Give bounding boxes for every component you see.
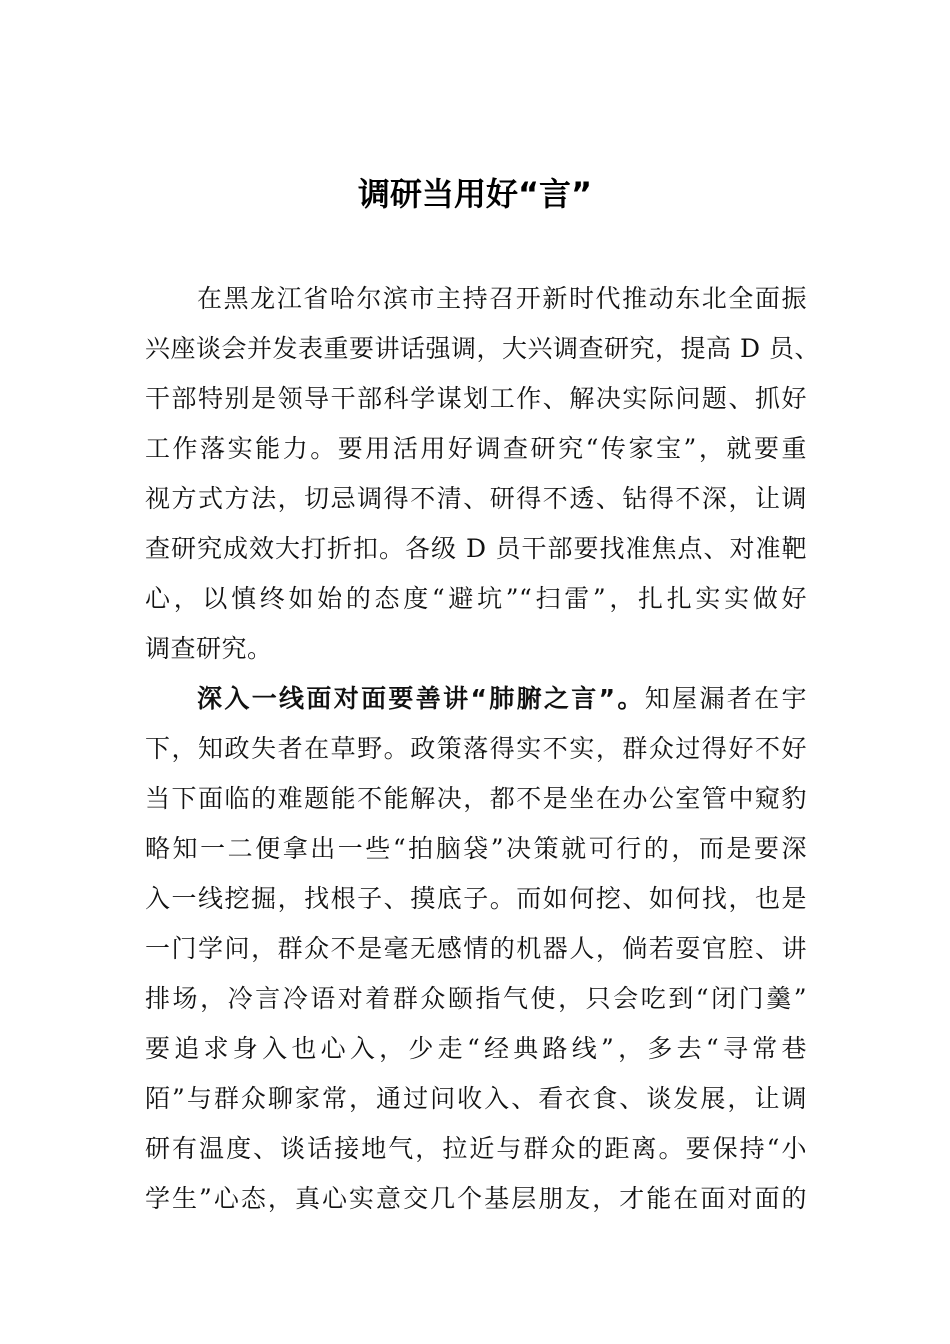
paragraph-line: 下，知政失者在草野。政策落得实不实，群众过得好不好: [145, 734, 807, 763]
paragraph-line: 一门学问，群众不是毫无感情的机器人，倘若耍官腔、讲: [145, 934, 807, 963]
paragraph-line: 在黑龙江省哈尔滨市主持召开新时代推动东北全面振: [197, 284, 807, 313]
paragraph-line: 学生”心态，真心实意交几个基层朋友，才能在面对面的: [145, 1184, 807, 1213]
paragraph-first-line: [145, 674, 807, 724]
paragraph-line: 视方式方法，切忌调得不清、研得不透、钻得不深，让调: [145, 484, 807, 513]
paragraph-line: 兴座谈会并发表重要讲话强调，大兴调查研究，提高 D 员、: [145, 334, 820, 363]
paragraph-line: 当下面临的难题能不能解决，都不是坐在办公室管中窥豹: [145, 784, 807, 813]
paragraph-line: 陌”与群众聊家常，通过问收入、看衣食、谈发展，让调: [145, 1084, 807, 1113]
paragraph-line: 排场，冷言冷语对着群众颐指气使，只会吃到“闭门羹”: [145, 984, 807, 1013]
paragraph-line: 工作落实能力。要用活用好调查研究“传家宝”，就要重: [145, 434, 807, 463]
paragraph-2: [145, 674, 807, 1224]
document-body: [145, 274, 820, 1224]
paragraph-lead-rest: 知屋漏者在宇: [644, 684, 807, 713]
paragraph-line: 干部特别是领导干部科学谋划工作、解决实际问题、抓好: [145, 384, 807, 413]
paragraph-line: 要追求身入也心入，少走“经典路线”，多去“寻常巷: [145, 1034, 807, 1063]
paragraph-line: 查研究成效大打折扣。各级 D 员干部要找准焦点、对准靶: [145, 534, 807, 563]
paragraph-line: 研有温度、谈话接地气，拉近与群众的距离。要保持“小: [145, 1134, 807, 1163]
paragraph-line: 入一线挖掘，找根子、摸底子。而如何挖、如何找，也是: [145, 884, 807, 913]
paragraph-line: 心，以慎终如始的态度“避坑”“扫雷”，扎扎实实做好: [145, 584, 807, 613]
document-title: 调研当用好“言”: [357, 175, 593, 213]
paragraph-line: 略知一二便拿出一些“拍脑袋”决策就可行的，而是要深: [145, 834, 807, 863]
paragraph-1: [145, 274, 820, 674]
paragraph-line: 调查研究。: [145, 634, 273, 663]
paragraph-lead-heading: 深入一线面对面要善讲“肺腑之言”。: [197, 684, 645, 713]
